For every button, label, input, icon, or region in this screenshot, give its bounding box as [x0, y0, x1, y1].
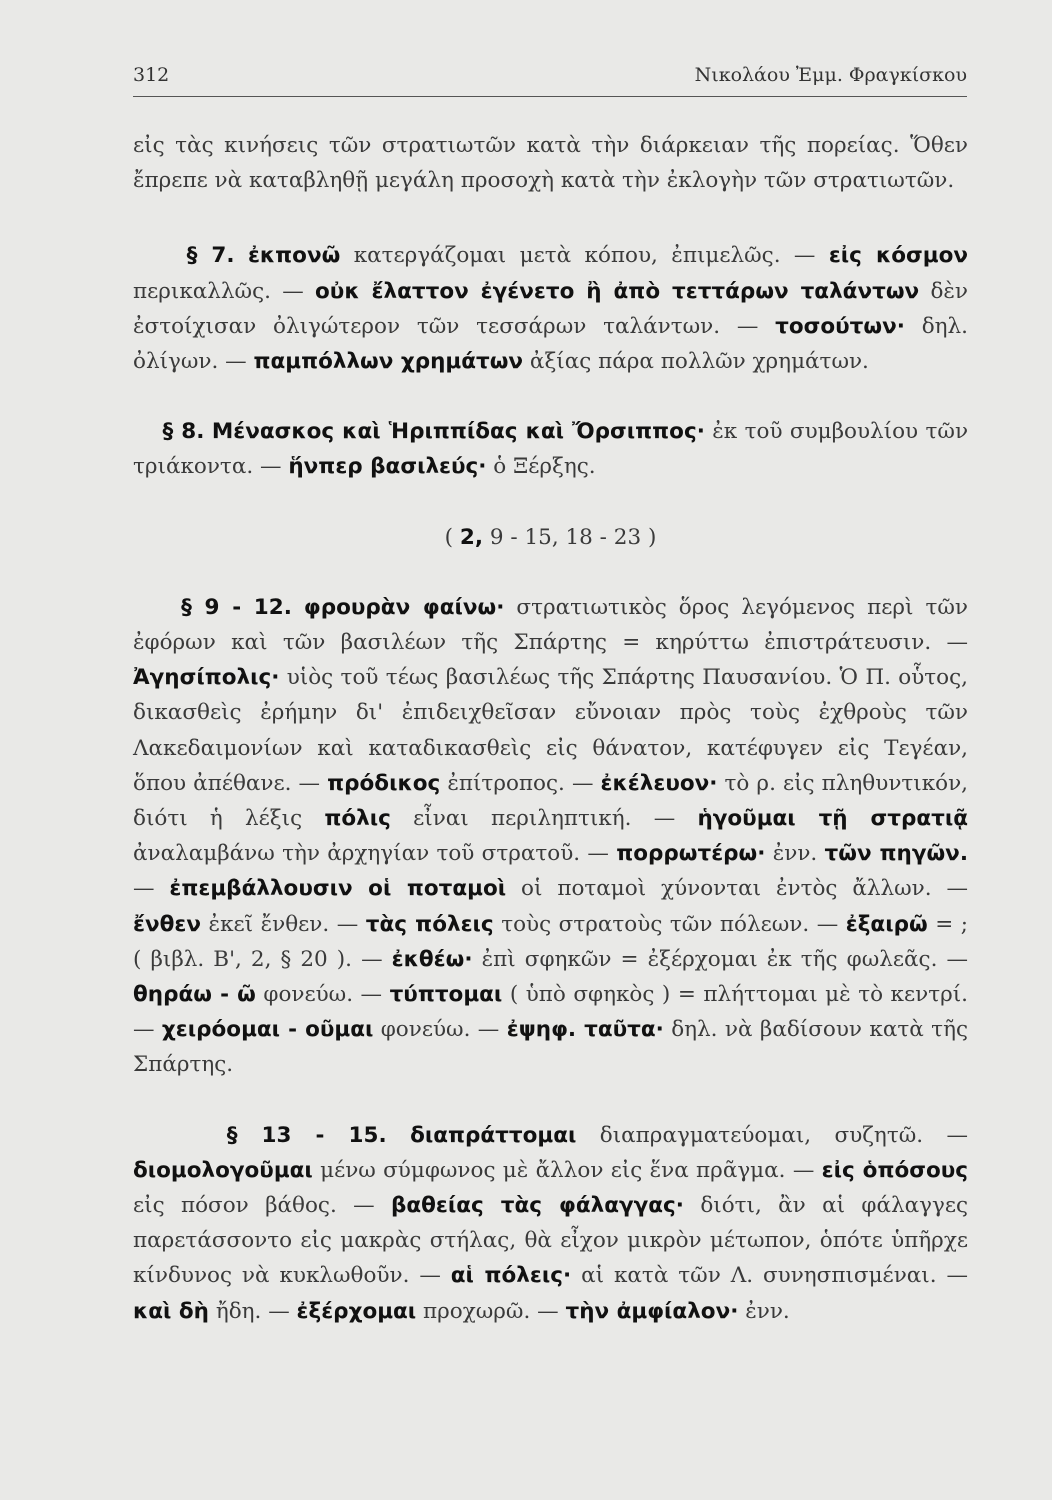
gloss: διότι, ἂν αἱ φάλαγγες παρετάσσοντο εἰς μακρὰς στήλας, θὰ εἶχον μικρὸν μέτωπον, ὁπότε ὑπῆρχε κίνδυνος νὰ κυκλωθοῦν. — — [133, 1193, 969, 1289]
paragraph-text: εἰς τὰς κινήσεις τῶν στρατιωτῶν κατὰ τὴν διάρκειαν τῆς πορείας. Ὅθεν ἔπρεπε νὰ καταβληθῇ μεγάλη προσοχὴ κατὰ τὴν ἐκλογὴν τῶν στρατιωτῶν. — [133, 133, 968, 194]
gloss: προχωρῶ. — — [416, 1298, 566, 1324]
lemma: τὰς πόλεις — [365, 911, 494, 937]
gloss: διαπραγματεύομαι, συζητῶ. — — [576, 1122, 969, 1148]
lemma: τῶν πηγῶν. — [824, 841, 968, 867]
gloss: ἐνν. — [738, 1298, 790, 1324]
section-7 — [133, 238, 968, 379]
ref-book: 2, — [459, 524, 484, 550]
lemma: ἐξέρχομαι — [296, 1298, 417, 1324]
gloss: εἰς πόσον βάθος. — — [133, 1193, 391, 1219]
lemma: τύπτομαι — [389, 982, 503, 1008]
gloss: εἶναι περιληπτική. — — [390, 806, 698, 832]
lemma: πορρωτέρω· — [616, 841, 766, 867]
lemma: Ἀγησίπολις· — [133, 665, 280, 691]
gloss: δὲν ἐστοίχισαν ὀλιγώτερον τῶν τεσσάρων ταλάντων. — — [133, 278, 968, 339]
gloss: ἐκ τοῦ συμβουλίου τῶν τριάκοντα. — — [133, 419, 969, 480]
section-8 — [133, 414, 968, 484]
lemma: ἔνθεν — [133, 911, 201, 937]
lemma: ἐκπονῶ — [247, 243, 341, 269]
gloss: αἱ κατὰ τῶν Λ. συνησπισμέναι. — — [571, 1263, 968, 1289]
gloss: φονεύω. — — [373, 1017, 507, 1043]
lemma: οὐκ ἔλαττον ἐγένετο ἢ ἀπὸ τεττάρων ταλάντων — [315, 278, 920, 304]
gloss: στρατιωτικὸς ὅρος λεγόμενος περὶ τῶν ἐφόρων καὶ τῶν βασιλέων τῆς Σπάρτης = κηρύττω ἐπιστράτευσιν. — — [133, 594, 968, 656]
gloss: δηλ. νὰ βαδίσουν κατὰ τῆς Σπάρτης. — [133, 1017, 968, 1078]
lemma: πόλις — [324, 806, 391, 832]
lemma: αἱ πόλεις· — [450, 1263, 572, 1289]
gloss: = ; ( βιβλ. Β', 2, § 20 ). — — [133, 911, 968, 972]
lemma: ἐξαιρῶ — [845, 911, 928, 937]
lemma: εἰς ὁπόσους — [821, 1157, 968, 1183]
lemma: ἐπεμβάλλουσιν οἱ ποταμοὶ — [169, 876, 507, 902]
spacer — [133, 555, 968, 590]
section-number: § 7. — [186, 243, 235, 269]
section-number: § 13 - 15. — [226, 1122, 387, 1148]
lemma: βαθείας τὰς φάλαγγας· — [391, 1193, 684, 1219]
gloss: ἐκεῖ ἔνθεν. — — [201, 911, 366, 937]
gloss: ἐπὶ σφηκῶν = ἐξέρχομαι ἐκ τῆς φωλεᾶς. — — [472, 946, 969, 972]
lemma: θηράω - ῶ — [133, 982, 256, 1008]
gloss: ἀξίας πάρα πολλῶν χρημάτων. — [523, 349, 869, 375]
section-number: § 9 - 12. — [181, 594, 292, 620]
lemma: φρουρὰν φαίνω· — [303, 594, 505, 620]
section-13-15 — [133, 1118, 968, 1329]
gloss: τὸ ρ. εἰς πληθυντικόν, διότι ἡ λέξις — [133, 770, 969, 832]
chapter-reference — [133, 520, 968, 555]
gloss: οἱ ποταμοὶ χύνονται ἐντὸς ἄλλων. — — [506, 876, 968, 902]
gloss: ἀναλαμβάνω τὴν ἀρχηγίαν τοῦ στρατοῦ. — — [133, 841, 617, 867]
lemma: παμπόλλων χρημάτων — [253, 349, 524, 375]
lemma: ἡγοῦμαι τῇ στρατιᾷ — [697, 806, 968, 832]
ref-range: 9 - 15, 18 - 23 ) — [483, 524, 657, 550]
lemma: διαπράττομαι — [410, 1122, 577, 1148]
spacer — [133, 1083, 968, 1118]
gloss: δηλ. ὀλίγων. — — [133, 313, 968, 375]
gloss: τοὺς στρατοὺς τῶν πόλεων. — — [493, 911, 846, 937]
gloss: ἤδη. — — [209, 1298, 297, 1324]
lemma: ἐκθέω· — [391, 946, 473, 972]
lemma: διομολογοῦμαι — [133, 1157, 313, 1183]
spacer — [133, 485, 968, 520]
lemma: εἰς κόσμον — [828, 243, 968, 269]
section-number: § 8. — [162, 419, 205, 445]
section-9-12 — [133, 590, 968, 1083]
lemma: τοσούτων· — [775, 313, 905, 339]
gloss: περικαλλῶς. — — [133, 278, 316, 304]
gloss: ἐπίτροπος. — — [440, 770, 601, 796]
gloss: ἐνν. — [765, 841, 825, 867]
lemma: τὴν ἀμφίαλον· — [565, 1298, 739, 1324]
lemma: ἥνπερ βασιλεύς· — [288, 454, 487, 480]
lemma: ἐψηφ. ταῦτα· — [506, 1017, 664, 1043]
lemma: Μένασκος καὶ Ἡριππίδας καὶ Ὄρσιππος· — [211, 419, 705, 445]
lemma: χειρόομαι - οῦμαι — [161, 1017, 374, 1043]
page-body — [133, 128, 968, 1329]
page-number: 312 — [133, 64, 170, 86]
lemma: ἐκέλευον· — [600, 770, 718, 796]
lemma: καὶ δὴ — [133, 1298, 209, 1324]
gloss: κατεργάζομαι μετὰ κόπου, ἐπιμελῶς. — — [340, 243, 829, 269]
running-title: Νικολάου Ἐμμ. Φραγκίσκου — [694, 64, 967, 86]
gloss: φονεύω. — — [255, 982, 390, 1008]
running-header — [133, 62, 967, 97]
spacer — [133, 379, 968, 414]
gloss: ( ὑπὸ σφηκὸς ) = πλήττομαι μὲ τὸ κεντρί. — — [133, 982, 968, 1043]
spacer — [133, 198, 968, 238]
paragraph-continuation — [133, 128, 968, 198]
gloss: μένω σύμφωνος μὲ ἄλλον εἰς ἕνα πρᾶγμα. — — [312, 1157, 822, 1183]
ref-open: ( — [444, 524, 460, 550]
gloss: υἱὸς τοῦ τέως βασιλέως τῆς Σπάρτης Παυσανίου. Ὁ Π. οὗτος, δικασθεὶς ἐρήμην δι' ἐπιδειχθεῖσαν εὔνοιαν πρὸς τοὺς ἐχθροὺς τῶν Λακεδαιμονίων καὶ καταδικασθεὶς εἰς θάνατον, κατέφυγεν εἰς Τεγέαν, ὅπου ἀπέθανε. — — [133, 665, 968, 796]
lemma: πρόδικος — [327, 770, 441, 796]
gloss: — — [133, 876, 170, 902]
gloss: ὁ Ξέρξης. — [486, 454, 596, 480]
